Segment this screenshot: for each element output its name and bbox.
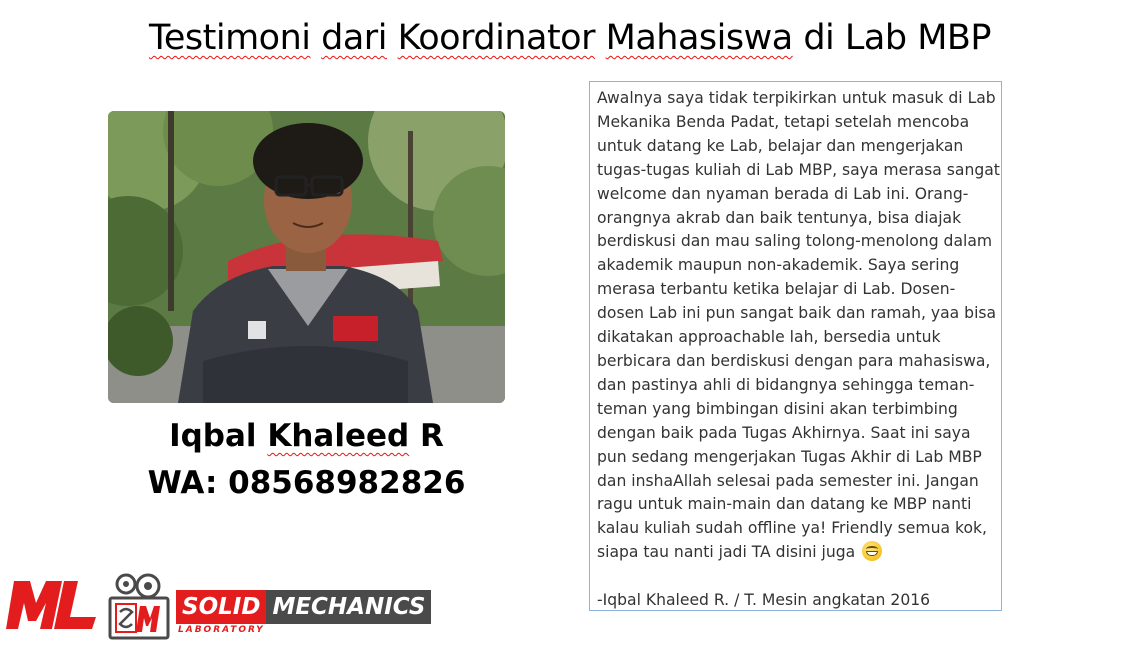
testimonial-line-last	[597, 541, 995, 565]
testimonial-line: dikatakan approachable lah, bersedia untuk	[597, 328, 941, 347]
testimonial-line: tugas-tugas kuliah di Lab MBP, saya merasa sangat	[597, 160, 1000, 179]
ml-logo	[6, 577, 98, 637]
title-word: Mahasiswa	[605, 18, 793, 58]
testimonial-line-text: siapa tau nanti jadi TA disini juga	[597, 543, 856, 562]
title-word: Lab	[844, 18, 907, 58]
person-photo-illustration	[108, 111, 505, 403]
testimonial-line: Awalnya saya tidak terpikirkan untuk masuk di Lab	[597, 89, 996, 107]
testimonial-line: untuk datang ke Lab, belajar dan mengerjakan	[597, 136, 964, 155]
title-word: Koordinator	[397, 18, 595, 58]
wordmark-solid: SOLID	[176, 590, 266, 624]
person-photo	[108, 111, 505, 403]
person-name-first: Iqbal	[169, 418, 257, 454]
testimonial-line: dosen Lab ini pun sangat baik dan ramah, yaa bisa	[597, 304, 997, 323]
testimonial-line: pun sedang mengerjakan Tugas Akhir di Lab MBP	[597, 447, 982, 466]
testimonial-box	[589, 81, 1002, 611]
person-whatsapp: WA: 08568982826	[147, 465, 466, 501]
testimonial-line: orangnya akrab dan baik tentunya, bisa diajak	[597, 208, 962, 227]
testimonial-line: akademik maupun non-akademik. Saya sering	[597, 256, 960, 275]
slide-title	[0, 18, 1123, 58]
person-name-last: Khaleed	[267, 418, 410, 454]
testimonial-line: welcome dan nyaman berada di Lab ini. Orang-	[597, 184, 969, 203]
wordmark-mechanics: MECHANICS	[266, 590, 431, 624]
testimonial-line: dan inshaAllah selesai pada semester ini. Jangan	[597, 471, 979, 490]
title-word: Testimoni	[148, 18, 311, 58]
gear-icon	[106, 572, 172, 642]
testimonial-line: Mekanika Benda Padat, tetapi setelah mencoba	[597, 112, 970, 131]
testimonial-line: teman yang bimbingan disini akan terbimbing	[597, 399, 958, 418]
testimonial-line: merasa terbantu ketika belajar di Lab. Dosen-	[597, 280, 956, 299]
title-word: di	[803, 18, 835, 58]
title-word: dari	[321, 18, 387, 58]
testimonial-signature: -Iqbal Khaleed R. / T. Mesin angkatan 2016	[597, 591, 931, 610]
grinning-face-icon	[862, 541, 882, 561]
testimonial-line: dengan baik pada Tugas Akhirnya. Saat ini saya	[597, 423, 971, 442]
lab-gear-logo	[106, 572, 172, 646]
ml-logo-icon	[6, 577, 98, 633]
person-name-initial: R	[420, 418, 444, 454]
wordmark-laboratory: LABORATORY	[178, 625, 265, 635]
testimonial-line: ragu untuk main-main dan datang ke MBP nanti	[597, 495, 972, 514]
testimonial-line: kalau kuliah sudah offline ya! Friendly semua kok,	[597, 519, 987, 538]
testimonial-line: berdiskusi dan mau saling tolong-menolong dalam	[597, 232, 993, 251]
testimonial-line: berbicara dan berdiskusi dengan para mahasiswa,	[597, 351, 991, 370]
testimonial-line: dan pastinya ahli di bidangnya sehingga teman-	[597, 375, 975, 394]
solid-mechanics-wordmark	[176, 590, 431, 624]
person-name	[108, 418, 505, 454]
title-word: MBP	[917, 18, 992, 58]
